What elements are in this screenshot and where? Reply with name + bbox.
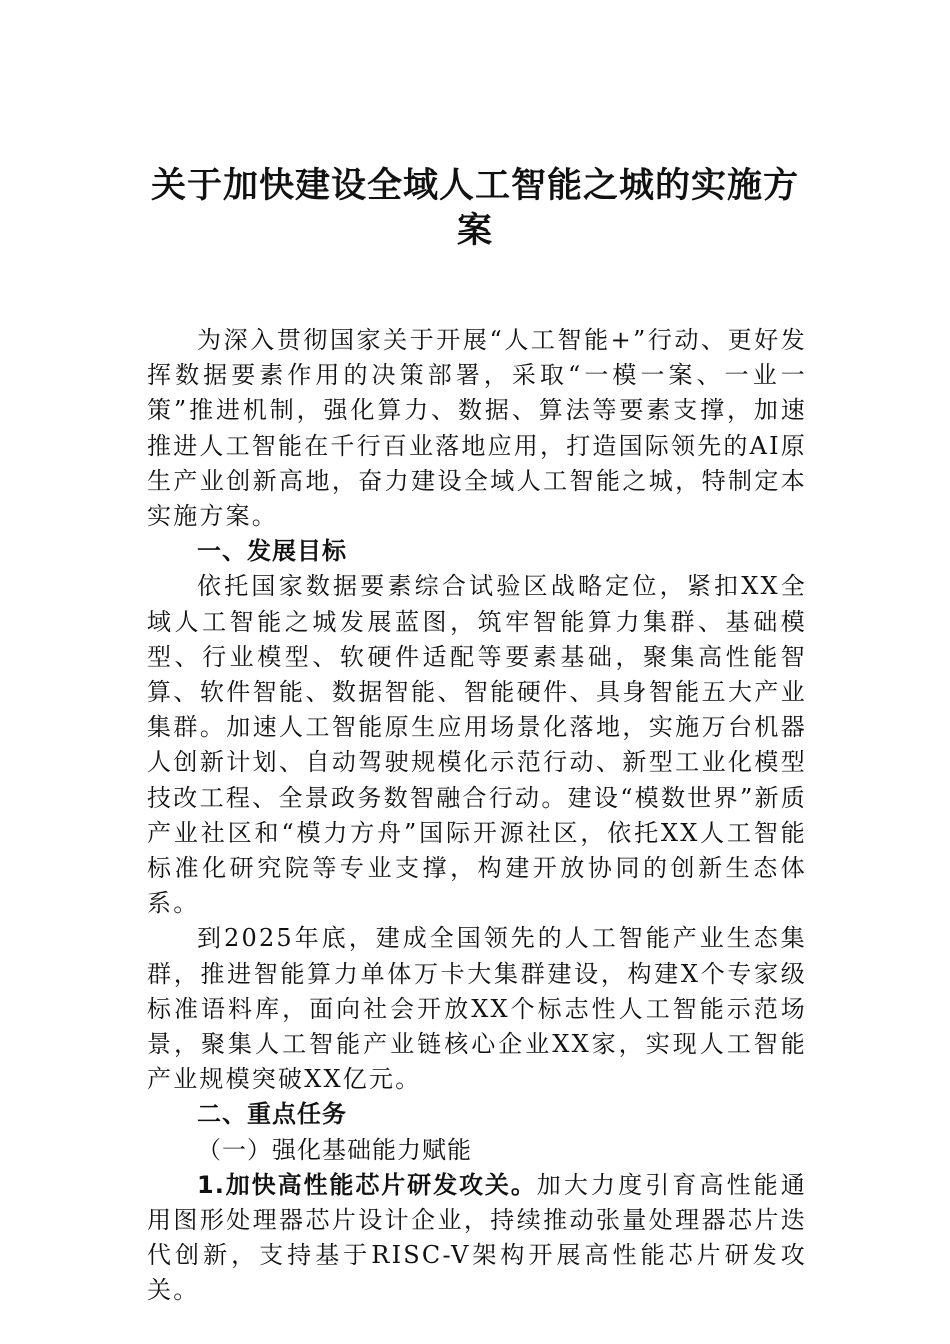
section-1-paragraph-2: 到2025年底，建成全国领先的人工智能产业生态集群，推进智能算力单体万卡大集群建设，构建X个专家级标准语料库，面向社会开放XX个标志性人工智能示范场景，聚集人工智能产业链核心企业XX家，实现人工智能产业规模突破XX亿元。 xyxy=(147,924,807,1094)
task-item-1 xyxy=(147,1168,807,1309)
task-item-1-title: 1.加快高性能芯片研发攻关。 xyxy=(197,1170,537,1199)
section-2-heading: 二、重点任务 xyxy=(197,1100,347,1129)
document-body xyxy=(147,323,807,1309)
task-item-1-text: 加大力度引育高性能通用图形处理器芯片设计企业，持续推动张量处理器芯片迭代创新，支持基于RISC-V架构开展高性能芯片研发攻关。 xyxy=(147,1170,808,1305)
section-2-subheading: （一）强化基础能力赋能 xyxy=(197,1135,472,1164)
document-title-line-1: 关于加快建设全域人工智能之城的实施方 xyxy=(150,165,799,206)
section-1-paragraph-1: 依托国家数据要素综合试验区战略定位，紧扣XX全域人工智能之城发展蓝图，筑牢智能算力集群、基础模型、行业模型、软硬件适配等要素基础，聚集高性能智算、软件智能、数据智能、智能硬件、具身智能五大产业集群。加速人工智能原生应用场景化落地，实施万台机器人创新计划、自动驾驶规模化示范行动、新型工业化模型技改工程、全景政务数智融合行动。建设“模数世界”新质产业社区和“模力方舟”国际开源社区，依托XX人工智能标准化研究院等专业支撑，构建开放协同的创新生态体系。 xyxy=(147,572,807,918)
section-1-heading: 一、发展目标 xyxy=(197,537,347,566)
document-title-line-2: 案 xyxy=(456,210,493,251)
intro-paragraph: 为深入贯彻国家关于开展“人工智能+”行动、更好发挥数据要素作用的决策部署，采取“一模一案、一业一策”推进机制，强化算力、数据、算法等要素支撑，加速推进人工智能在千行百业落地应用，打造国际领先的AI原生产业创新高地，奋力建设全域人工智能之城，特制定本实施方案。 xyxy=(147,326,808,531)
